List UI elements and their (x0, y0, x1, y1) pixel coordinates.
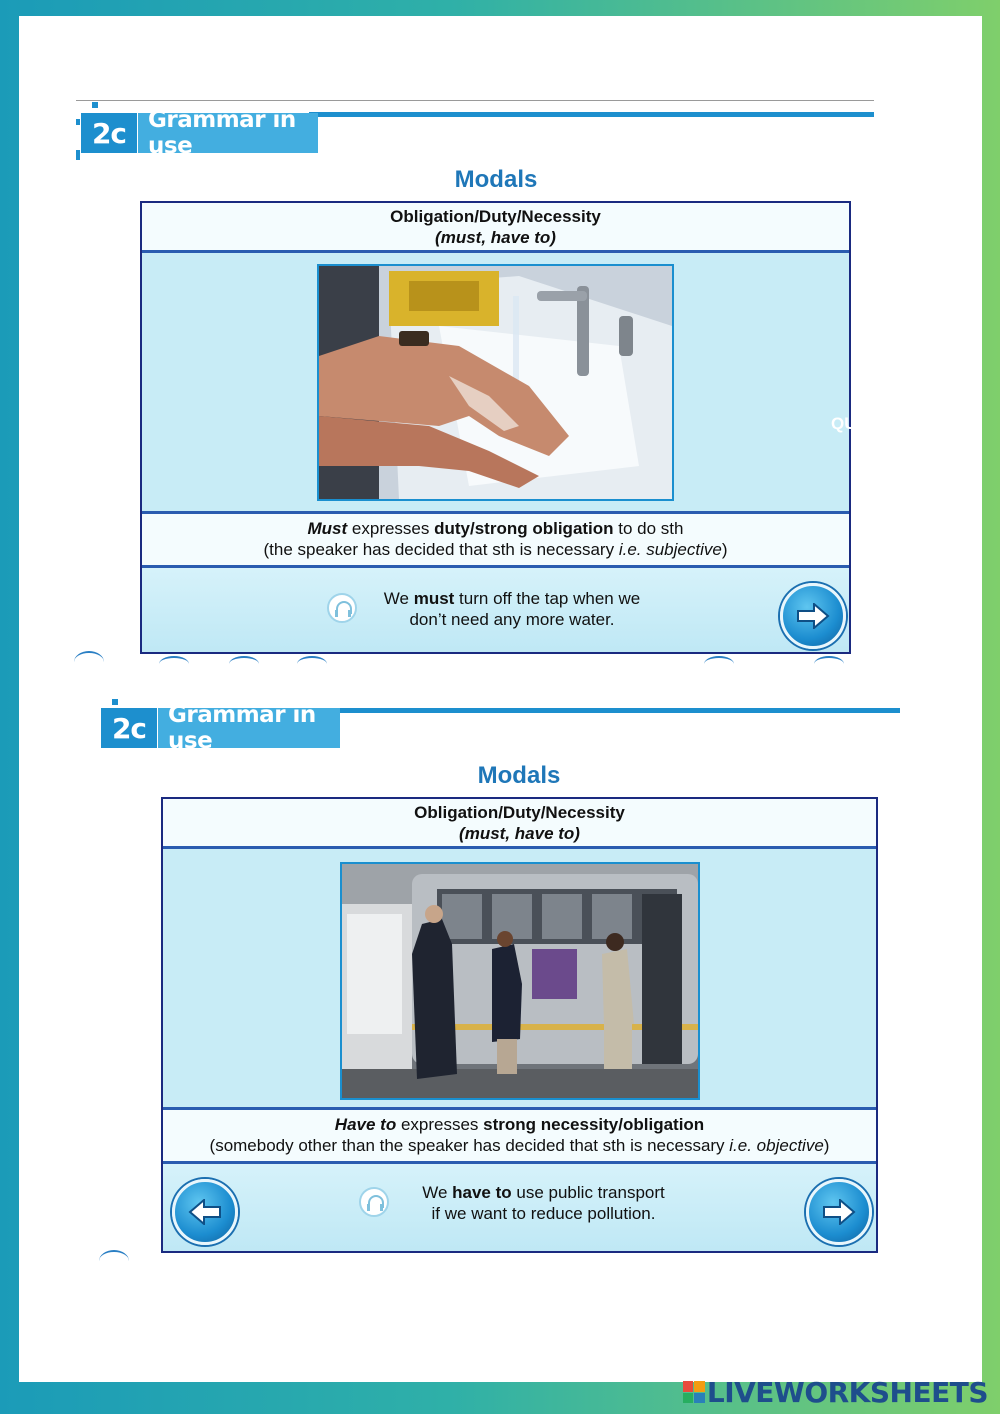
photo-area (142, 253, 849, 511)
brand-name: LIVEWORKSHEETS (706, 1375, 988, 1409)
headphones-icon[interactable] (359, 1187, 389, 1217)
header-pixel (112, 699, 118, 705)
card-header-title: Obligation/Duty/Necessity (414, 803, 625, 822)
rule-line-1: Have to expresses strong necessity/obligation (334, 1115, 705, 1134)
right-arrow-icon (796, 603, 830, 629)
card-header-subtitle: (must, have to) (435, 228, 556, 247)
grammar-card (140, 201, 851, 654)
bus-boarding-photo (340, 862, 700, 1100)
liveworksheets-logo-icon (683, 1381, 705, 1403)
example-panel (142, 568, 849, 652)
example-panel (163, 1164, 876, 1251)
rule-line-1: Must expresses duty/strong obligation to do sth (307, 519, 684, 538)
decorative-arc (814, 656, 844, 672)
header-pixel (76, 150, 80, 160)
decorative-arc (74, 651, 104, 673)
previous-arrow-button[interactable] (172, 1179, 238, 1245)
decorative-arc (159, 656, 189, 672)
card-header-title: Obligation/Duty/Necessity (390, 207, 601, 226)
overlay-fragment: QU (831, 414, 857, 433)
photo-area (163, 849, 876, 1107)
hands-washing-illustration (319, 266, 672, 499)
example-sentence: We have to use public transport if we want to reduce pollution. (422, 1183, 665, 1223)
example-sentence: We must turn off the tap when we don’t need any more water. (383, 589, 641, 629)
rule-line-2: (somebody other than the speaker has decided that sth is necessary i.e. objective) (209, 1136, 830, 1155)
grammar-card (161, 797, 878, 1253)
next-arrow-button[interactable] (780, 583, 846, 649)
liveworksheets-brand[interactable] (683, 1374, 988, 1410)
decorative-arc (99, 1250, 129, 1272)
card-header (142, 203, 849, 253)
hands-washing-photo (317, 264, 674, 501)
worksheet-page (19, 16, 982, 1382)
bus-boarding-illustration (342, 864, 698, 1098)
decorative-arc (704, 656, 734, 672)
rule-description (142, 511, 849, 568)
header-bar (331, 708, 900, 713)
card-header (163, 799, 876, 849)
card-header-subtitle: (must, have to) (459, 824, 580, 843)
decorative-arc (297, 656, 327, 672)
header-pixel (92, 102, 98, 108)
lesson-badge-number: 2c (101, 708, 157, 748)
decorative-arc (229, 656, 259, 672)
lesson-badge-number: 2c (81, 113, 137, 153)
top-divider (76, 100, 874, 101)
section-title: Modals (454, 166, 538, 193)
header-pixel (76, 119, 80, 125)
lesson-badge-label: Grammar in use (158, 708, 340, 748)
next-arrow-button[interactable] (806, 1179, 872, 1245)
header-bar (309, 112, 874, 117)
rule-description (163, 1107, 876, 1164)
lesson-badge-label: Grammar in use (138, 113, 318, 153)
rule-line-2: (the speaker has decided that sth is necessary i.e. subjective) (263, 540, 728, 559)
right-arrow-icon (822, 1199, 856, 1225)
headphones-icon[interactable] (327, 593, 357, 623)
section-title: Modals (477, 762, 561, 789)
left-arrow-icon (188, 1199, 222, 1225)
